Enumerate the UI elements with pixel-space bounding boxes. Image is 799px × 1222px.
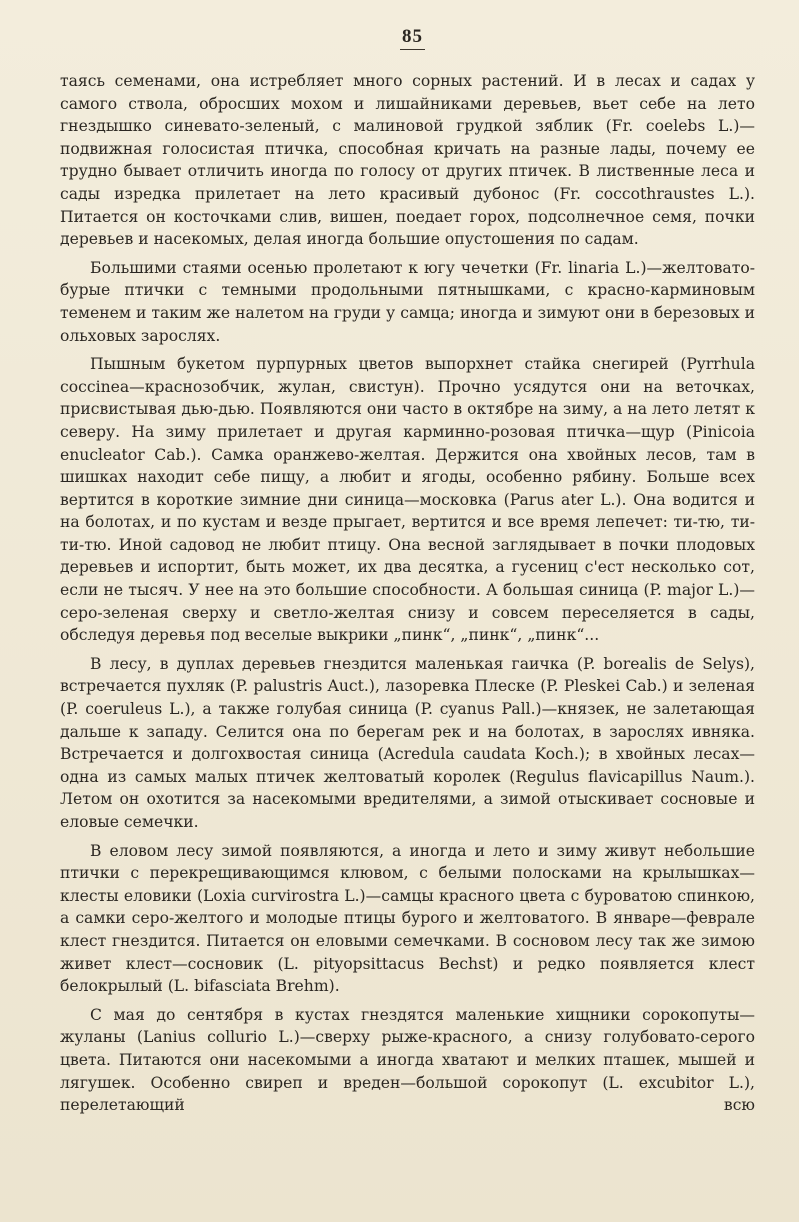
page-number [60, 26, 755, 50]
paragraph-2: Большими стаями осенью пролетают к югу чечетки (Fr. linaria L.)—желтовато-бурые птички с темными продольными пятнышками, с красно-карминовым теменем и таким же налетом на груди у самца; иногда и зимуют они в березовых и ольховых зарослях. [60, 258, 755, 345]
paragraph-4: В лесу, в дуплах деревьев гнездится маленькая гаичка (P. borealis de Selys), встречается пухляк (P. palustris Auct.), лазоревка Плеске (P. Pleskei Cab.) и зеленая (P. coeruleus L.), а также голубая синица (P. cyanus Pall.)—князек, не залетающая дальше к западу. Селится она по берегам рек и на болотах, в зарослях ивняка. Встречается и долгохвостая синица (Acredula caudata Koch.); в хвойных лесах—одна из самых малых птичек желтоватый королек (Regulus flavicapillus Naum.). Летом он охотится за насекомыми вредителями, а зимой отыскивает сосновые и еловые семечки. [60, 654, 755, 831]
paragraph-6: С мая до сентября в кустах гнездятся маленькие хищники сорокопуты—жуланы (Lanius collurio L.)—сверху рыже-красного, а снизу голубовато-серого цвета. Питаются они насекомыми а иногда хватают и мелких пташек, мышей и лягушек. Особенно свиреп и вреден—большой сорокопут (L. excubitor L.), перелетающий всю [60, 1005, 755, 1115]
paragraph-1: таясь семенами, она истребляет много сорных растений. И в лесах и садах у самого ствола, обросших мохом и лишайниками деревьев, вьет себе на лето гнездышко синевато-зеленый, с малиновой грудкой зяблик (Fr. coelebs L.)—подвижная голосистая птичка, способная кричать на разные лады, почему ее трудно бывает отличить иногда по голосу от других птичек. В лиственные леса и сады изредка прилетает на лето красивый дубонос (Fr. coccothraustes L.). Питается он косточками слив, вишен, поедает горох, подсолнечное семя, почки деревьев и насекомых, делая иногда большие опустошения по садам. [60, 72, 755, 249]
paragraph-3: Пышным букетом пурпурных цветов выпорхнет стайка снегирей (Pyrrhula coccinea—краснозобчик, жулан, свистун). Прочно усядутся они на веточках, присвистывая дью-дью. Появляются они часто в октябре на зиму, а на лето летят к северу. На зиму прилетает и другая карминно-розовая птичка—щур (Pinicoia enucleator Cab.). Самка оранжево-желтая. Держится она хвойных лесов, там в шишках находит себе пищу, а любит и ягоды, особенно рябину. Больше всех вертится в короткие зимние дни синица—московка (Parus ater L.). Она водится и на болотах, и по кустам и везде прыгает, вертится и все время лепечет: ти-тю, ти-ти-тю. Иной садовод не любит птицу. Она весной заглядывает в почки плодовых деревьев и испортит, быть может, их два десятка, а гусениц с'ест несколько сот, если не тысяч. У нее на это большие способности. А большая синица (P. major L.)—серо-зеленая сверху и светло-желтая снизу и совсем переселяется в сады, обследуя деревья под веселые выкрики „пинк“, „пинк“, „пинк“... [60, 355, 755, 645]
paragraph-5: В еловом лесу зимой появляются, а иногда и лето и зиму живут небольшие птички с перекрещивающимся клювом, с белыми полосками на крылышках—клесты еловики (Loxia curvirostra L.)—самцы красного цвета с буроватою спинкою, а самки серо-желтого и молодые птицы бурого и желтоватого. В январе—феврале клест гнездится. Питается он еловыми семечками. В сосновом лесу так же зимою живет клест—сосновик (L. pityopsittacus Bechst) и редко появляется клест белокрылый (L. bifasciata Brehm). [60, 841, 755, 996]
page-number-value: 85 [400, 26, 425, 50]
